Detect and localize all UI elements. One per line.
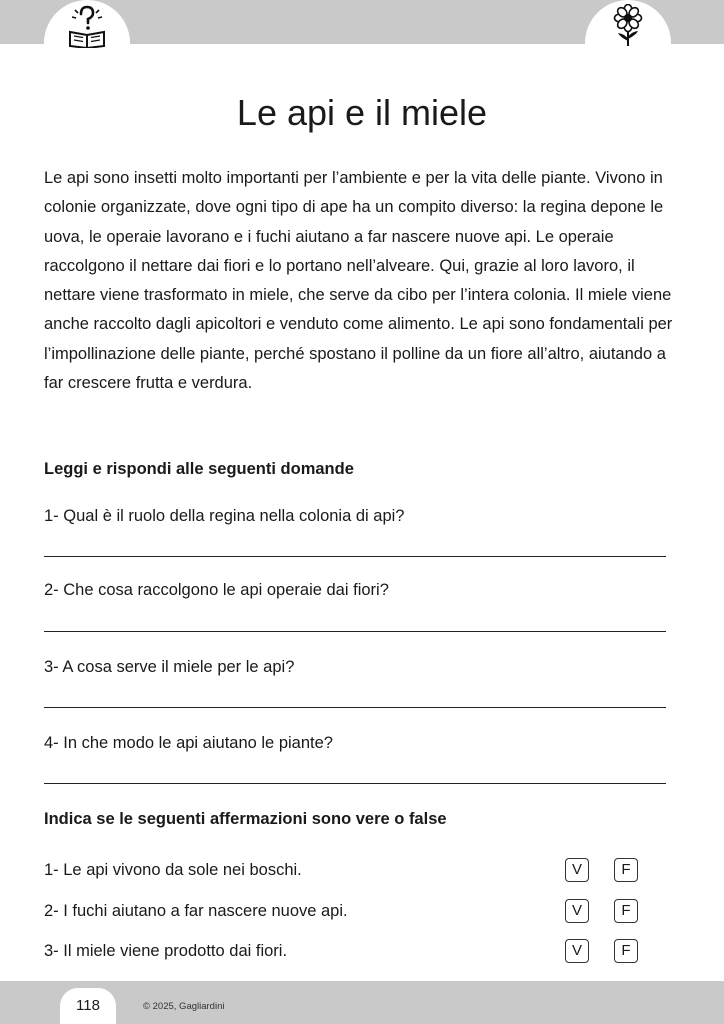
statement-1: 1- Le api vivono da sole nei boschi. xyxy=(44,861,302,879)
true-false-row-2 xyxy=(44,899,644,923)
page-number: 118 xyxy=(76,997,100,1014)
false-checkbox-1[interactable]: F xyxy=(614,858,638,882)
question-3: 3- A cosa serve il miele per le api? xyxy=(44,658,295,676)
answer-line-2[interactable] xyxy=(44,631,666,632)
page-title: Le api e il miele xyxy=(236,92,488,133)
true-false-row-3 xyxy=(44,939,644,963)
copyright-notice: © 2025, Gagliardini xyxy=(143,1001,225,1012)
answer-line-1[interactable] xyxy=(44,556,666,557)
answer-line-3[interactable] xyxy=(44,707,666,708)
statement-2: 2- I fuchi aiutano a far nascere nuove api. xyxy=(44,902,348,920)
question-4: 4- In che modo le api aiutano le piante? xyxy=(44,734,333,752)
true-false-heading: Indica se le seguenti affermazioni sono vere o false xyxy=(44,810,447,828)
true-checkbox-1[interactable]: V xyxy=(565,858,589,882)
true-false-row-1 xyxy=(44,858,644,882)
answer-line-4[interactable] xyxy=(44,783,666,784)
flower-icon xyxy=(608,4,648,48)
reading-passage: Le api sono insetti molto importanti per l’ambiente e per la vita delle piante. Vivono in colonie organizzate, dove ogni tipo di ape ha un compito diverso: la regina depone le uova, le operaie lavorano e i fuchi aiutano a far nascere nuove api. Le operaie raccolgono il nettare dai fiori e lo portano nell’alveare. Qui, grazie al loro lavoro, il nettare viene trasformato in miele, che serve da cibo per l’intera colonia. Il miele viene anche raccolto dagli apicoltori e venduto come alimento. Le api sono fondamentali per l’impollinazione delle piante, perché spostano il polline da un fiore all’altro, aiutando a far crescere frutta e verdura. xyxy=(44,169,673,393)
true-checkbox-2[interactable]: V xyxy=(565,899,589,923)
question-2: 2- Che cosa raccolgono le api operaie dai fiori? xyxy=(44,581,389,599)
false-checkbox-2[interactable]: F xyxy=(614,899,638,923)
true-checkbox-3[interactable]: V xyxy=(565,939,589,963)
question-1: 1- Qual è il ruolo della regina nella colonia di api? xyxy=(44,507,405,525)
false-checkbox-3[interactable]: F xyxy=(614,939,638,963)
book-question-icon xyxy=(67,4,107,48)
statement-3: 3- Il miele viene prodotto dai fiori. xyxy=(44,942,288,960)
questions-heading: Leggi e rispondi alle seguenti domande xyxy=(44,460,354,478)
